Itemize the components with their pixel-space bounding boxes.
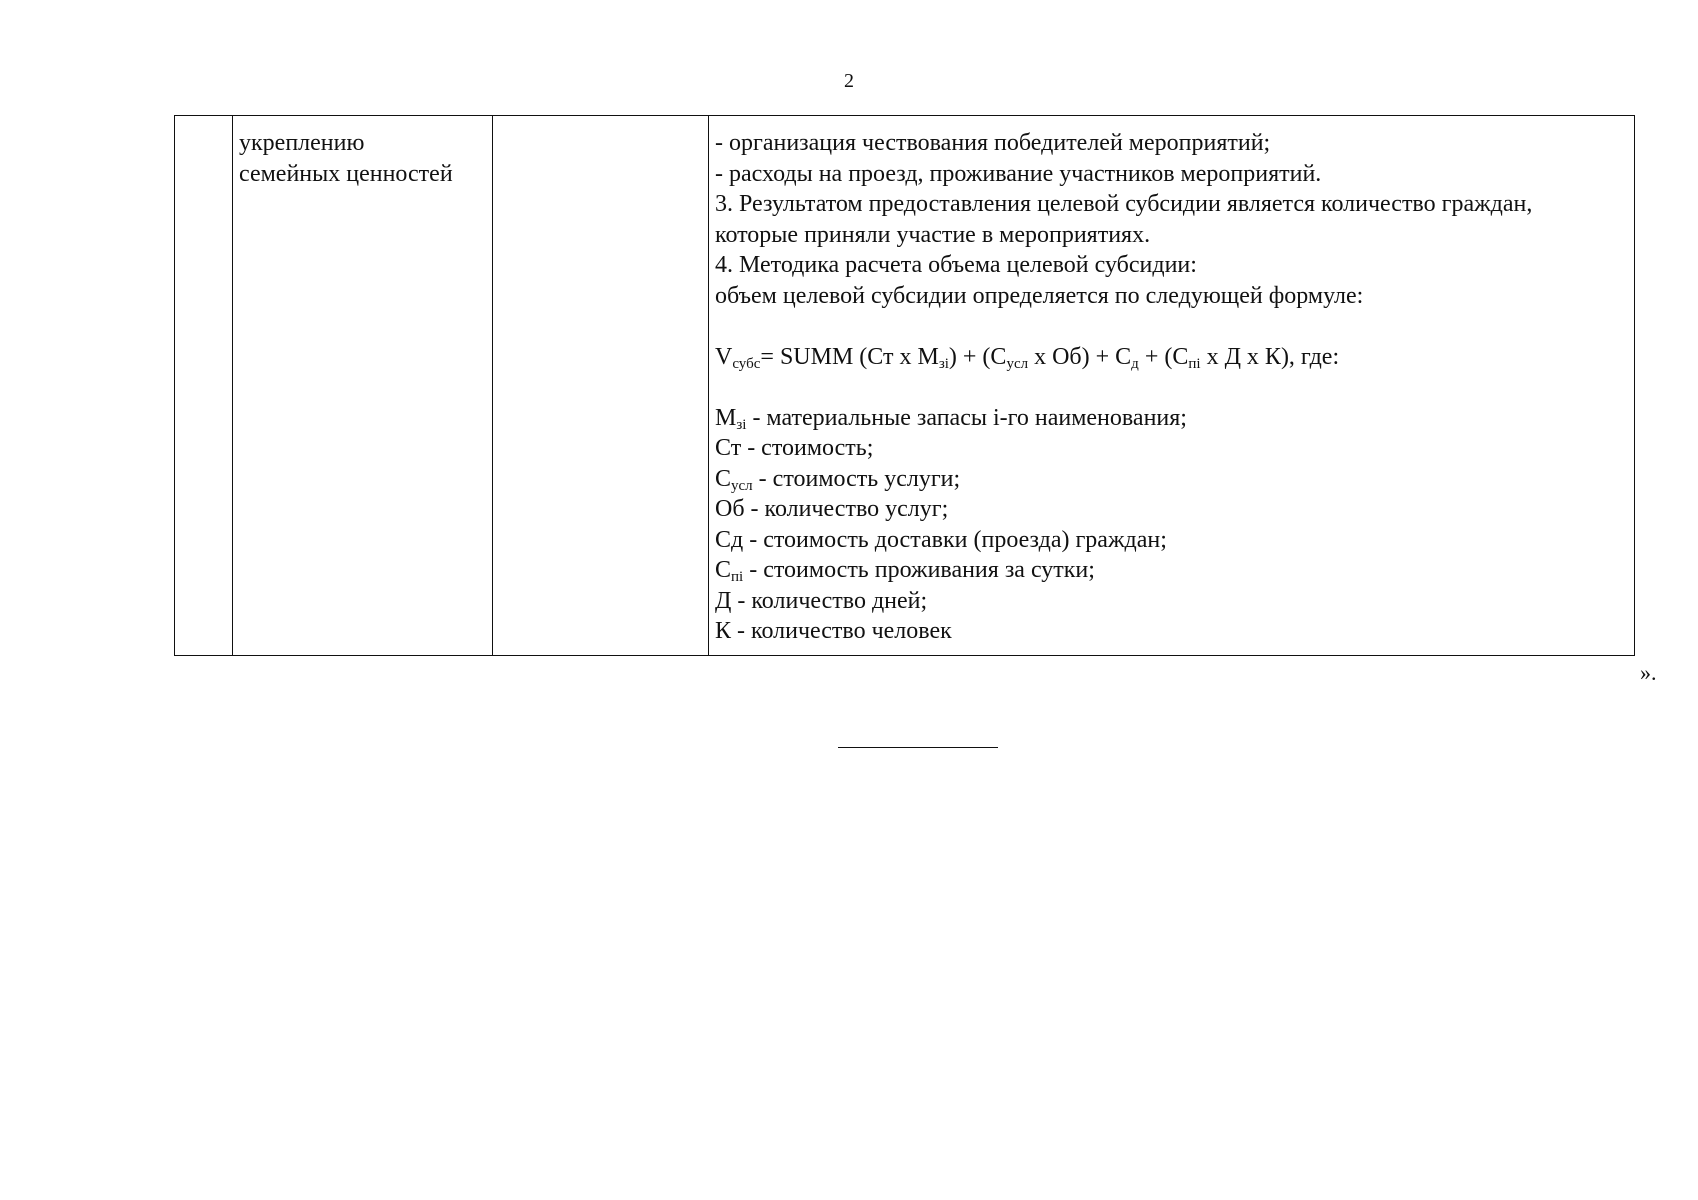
formula-part: + (С (1138, 343, 1189, 370)
legend-item (715, 464, 1628, 495)
legend-text: - количество человек (731, 618, 952, 644)
legend-subscript: усл (731, 477, 753, 494)
page-number: 2 (844, 70, 854, 92)
legend-item (715, 494, 1628, 525)
formula-part: х Д х К), где: (1200, 343, 1340, 370)
description-line: которые приняли участие в мероприятиях. (715, 221, 1151, 248)
closing-quote: ». (1640, 660, 1657, 685)
legend-subscript: пi (731, 569, 744, 585)
formula-subscript: усл (1006, 355, 1029, 372)
description-line: 3. Результатом предоставления целевой субсидии является количество граждан, (715, 191, 1533, 217)
formula-subscript: субс (732, 355, 761, 372)
legend-symbol: Д (715, 587, 732, 614)
description-line: 4. Методика расчета объема целевой субсидии: (715, 252, 1197, 278)
table-cell-empty (493, 116, 709, 656)
legend-text: - материальные запасы i-го наименования; (746, 404, 1187, 431)
legend-text: - стоимость услуги; (752, 465, 961, 492)
table-cell-number (175, 116, 233, 656)
name-line: укреплению (239, 130, 365, 156)
legend-symbol: М (715, 404, 737, 431)
description-line: - расходы на проезд, проживание участников мероприятий. (715, 160, 1322, 187)
formula-part: х Об) + С (1028, 343, 1132, 370)
data-table (174, 115, 1635, 656)
legend-text: - стоимость; (741, 435, 874, 461)
name-line: семейных ценностей (239, 160, 453, 187)
description-line: - организация чествования победителей мероприятий; (715, 130, 1271, 156)
legend-item (715, 525, 1628, 556)
formula-subscript: д (1131, 355, 1139, 372)
legend-item (715, 586, 1628, 617)
legend-subscript: зi (736, 416, 747, 433)
table-row (175, 116, 1635, 656)
legend-symbol: К (715, 618, 732, 644)
legend-symbol: Об (715, 496, 745, 522)
formula-part: = SUMM (Ст х М (760, 343, 939, 370)
table-cell-name (233, 116, 493, 656)
formula-subscript: зi (938, 355, 949, 372)
legend-item (715, 555, 1628, 586)
legend-item (715, 403, 1628, 434)
subsidy-formula (715, 342, 1628, 373)
legend-text: - количество дней; (731, 587, 928, 614)
table-cell-description (709, 116, 1635, 656)
legend-symbol: С (715, 465, 732, 492)
end-divider (838, 747, 998, 748)
legend-symbol: С (715, 557, 732, 583)
formula-subscript: пi (1188, 355, 1201, 372)
legend-text: - стоимость проживания за сутки; (743, 557, 1095, 583)
legend-text: - стоимость доставки (проезда) граждан; (743, 526, 1167, 553)
legend-symbol: Ст (715, 435, 742, 461)
formula-part: ) + (С (948, 343, 1007, 370)
spacer (715, 372, 1628, 403)
spacer (715, 311, 1628, 342)
legend-text: - количество услуг; (744, 496, 949, 522)
description-line: объем целевой субсидии определяется по следующей формуле: (715, 282, 1364, 309)
formula-part: V (715, 343, 733, 370)
legend-item (715, 433, 1628, 464)
legend-item (715, 616, 1628, 647)
legend-symbol: Сд (715, 526, 744, 553)
